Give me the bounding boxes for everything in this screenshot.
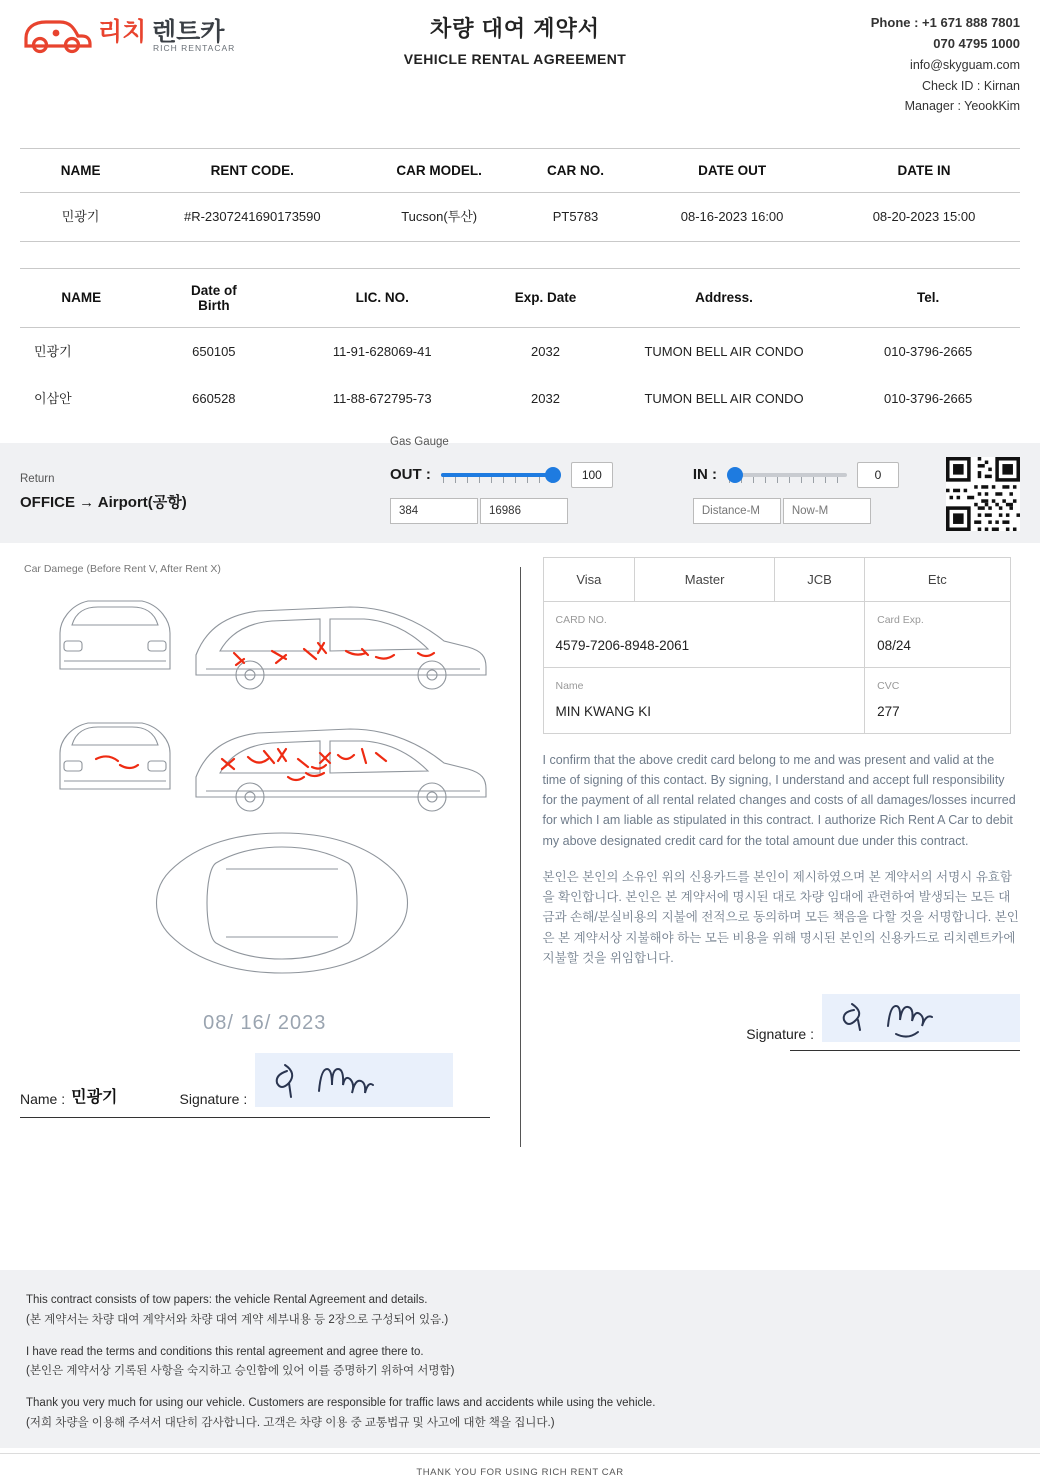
driver-info-table <box>20 268 1020 423</box>
cell-dob: 660528 <box>192 391 236 406</box>
card-exp-cell[interactable] <box>865 601 1010 667</box>
card-exp-label: Card Exp. <box>877 613 924 626</box>
out-value-box[interactable]: 100 <box>571 462 613 488</box>
gas-gauge-label: Gas Gauge <box>390 435 449 448</box>
col-lic-no: LIC. NO. <box>355 290 409 305</box>
col-tel: Tel. <box>917 290 940 305</box>
card-name-cell[interactable] <box>543 667 865 733</box>
page-title-en: VEHICLE RENTAL AGREEMENT <box>403 51 627 67</box>
return-label: Return <box>20 473 55 485</box>
col-dob: Date of Birth <box>190 282 237 313</box>
table-row <box>20 193 1020 242</box>
footer-group-3 <box>26 1395 1014 1433</box>
rental-info-table <box>20 148 1020 242</box>
thank-you-text: THANK YOU FOR USING RICH RENT CAR <box>416 1467 624 1478</box>
card-signature-underline <box>790 1050 1020 1051</box>
col-car-no: CAR NO. <box>547 163 605 178</box>
footer-line-2: (본 계약서는 차량 대여 계약서와 차량 대여 계약 세부내용 등 2장으로 구성되어 있음.) <box>26 1313 449 1326</box>
footer-line-1: This contract consists of tow papers: the vehicle Rental Agreement and details. <box>26 1294 428 1306</box>
in-gauge-slider[interactable] <box>727 466 847 484</box>
card-signature-pad[interactable] <box>822 994 1020 1042</box>
out-gauge-block <box>390 435 613 524</box>
out-gauge-row <box>390 462 613 488</box>
card-number-label: CARD NO. <box>555 613 607 626</box>
card-cvc-value: 277 <box>877 703 900 719</box>
card-signature-label: Signature : <box>746 1026 814 1042</box>
cell-rent-code: #R-2307241690173590 <box>183 209 321 224</box>
card-brand-row <box>543 557 1010 601</box>
cell-car-no: PT5783 <box>552 209 599 224</box>
signature-pad[interactable] <box>255 1053 453 1107</box>
in-label: IN : <box>692 466 717 483</box>
card-cvc-cell[interactable] <box>865 667 1010 733</box>
cell-dob: 650105 <box>192 343 236 359</box>
out-distance-input[interactable]: 384 <box>390 498 478 524</box>
payment-section <box>543 557 1021 1147</box>
handwritten-signature-icon <box>255 1053 453 1107</box>
document-title-block <box>250 8 780 67</box>
out-gauge-slider[interactable] <box>441 466 561 484</box>
footer-group-2 <box>26 1344 1014 1382</box>
footer-line-3: I have read the terms and conditions this rental agreement and agree there to. <box>26 1345 424 1358</box>
col-rent-code: RENT CODE. <box>210 163 294 178</box>
in-inputs-row <box>693 498 899 524</box>
cell-exp-date: 2032 <box>531 343 560 359</box>
col-car-model: CAR MODEL. <box>396 163 482 178</box>
page-title-kr: 차량 대여 계약서 <box>430 16 600 41</box>
col-address: Address. <box>695 290 753 305</box>
gas-gauge-bar <box>0 435 1040 543</box>
damage-date: 08/ 16/ 2023 <box>203 1011 327 1034</box>
card-signature-row <box>543 994 1021 1042</box>
svg-text:렌트카: 렌트카 <box>152 18 225 46</box>
return-value: OFFICE → Airport(공항) <box>20 494 187 511</box>
card-name-value: MIN KWANG KI <box>555 703 652 719</box>
signature-underline <box>20 1117 490 1118</box>
check-id: Check ID : Kirnan <box>922 78 1020 93</box>
customer-signature-row <box>20 1053 510 1107</box>
col-name: NAME <box>60 163 101 178</box>
cell-date-in: 08-20-2023 15:00 <box>872 209 976 224</box>
card-cvc-label: CVC <box>877 679 900 692</box>
body-area <box>0 543 1040 1147</box>
signature-label: Signature : <box>179 1090 248 1107</box>
cell-tel: 010-3796-2665 <box>884 343 973 359</box>
contact-email: info@skyguam.com <box>910 57 1020 72</box>
cell-address: TUMON BELL AIR CONDO <box>644 391 804 406</box>
card-number-row <box>543 601 1010 667</box>
card-brand-master[interactable]: Master <box>635 557 775 601</box>
page-header <box>0 0 1040 120</box>
contact-info <box>780 8 1020 117</box>
rich-rentacar-logo-icon <box>20 12 235 54</box>
cell-exp-date: 2032 <box>531 391 560 406</box>
handwritten-signature-icon <box>822 994 1020 1042</box>
consent-text-kr: 본인은 본인의 소유인 위의 신용카드를 본인이 제시하였으며 본 계약서의 서명시 유효함을 확인합니다. 본인은 본 계약서에 명시된 대로 차량 임대에 관련하여 발생되는 모든 대금과 손해/분실비용의 지불에 전적으로 동의하며 모든 책음을 다할 것을 서명합니다. 본인은 본 계약서상 지불해야 하는 모든 비용을 위해 명시된 본인의 신용카드로 리치렌트카에 지불할 것을 위임합니다. <box>542 869 1019 965</box>
cell-date-out: 08-16-2023 16:00 <box>680 209 784 224</box>
card-number-cell[interactable] <box>543 601 865 667</box>
card-brand-visa[interactable]: Visa <box>543 557 635 601</box>
cell-name: 민광기 <box>34 343 72 359</box>
cell-name: 민광기 <box>61 209 100 224</box>
out-mileage-input[interactable]: 16986 <box>480 498 568 524</box>
in-value-box[interactable]: 0 <box>857 462 899 488</box>
out-inputs-row <box>390 498 613 524</box>
footer-line-5: Thank you very much for using our vehicle. Customers are responsible for traffic laws and accidents while using the vehicle. <box>26 1397 656 1410</box>
svg-text:리치: 리치 <box>98 18 147 46</box>
manager-name: Manager : YeookKim <box>904 99 1020 114</box>
footer-terms <box>0 1270 1040 1448</box>
cell-lic-no: 11-91-628069-41 <box>332 343 432 359</box>
in-distance-input[interactable]: Distance-M <box>693 498 781 524</box>
in-now-input[interactable]: Now-M <box>783 498 871 524</box>
card-exp-value: 08/24 <box>877 637 911 653</box>
cell-name: 이삼안 <box>34 391 72 406</box>
car-damage-diagram[interactable] <box>20 581 490 1001</box>
company-logo <box>20 8 250 54</box>
return-location-block <box>20 473 220 512</box>
col-exp-date: Exp. Date <box>514 290 577 305</box>
contact-phone: Phone : +1 671 888 7801 <box>870 15 1020 30</box>
table-header-row <box>20 268 1020 327</box>
cell-tel: 010-3796-2665 <box>884 391 973 406</box>
table-header-row <box>20 149 1020 193</box>
footer-line-6: (저희 차량을 이용해 주셔서 대단히 감사합니다. 고객은 차량 이용 중 교통법규 및 사고에 대한 책을 집니다.) <box>26 1417 555 1430</box>
card-brand-etc[interactable]: Etc <box>865 557 1010 601</box>
consent-text-en: I confirm that the above credit card belong to me and was present and valid at the time of signing of this contact. By signing, I understand and accept full responsibility for the payment of all rental related changes and costs of all damages/losses incurred for which I am liable as stipulated in this contract. I authorize Rich Rent A Car to debit my above designated credit card for the total amount due under this contract. <box>542 752 1016 848</box>
cell-car-model: Tucson(투산) <box>401 209 478 224</box>
vertical-divider <box>520 567 521 1147</box>
customer-name-value: 민광기 <box>71 1088 118 1106</box>
contact-phone-2: 070 4795 1000 <box>933 36 1020 52</box>
in-gauge-row <box>693 462 899 488</box>
cell-address: TUMON BELL AIR CONDO <box>644 343 804 359</box>
col-date-in: DATE IN <box>897 163 951 178</box>
footer-divider <box>0 1453 1040 1454</box>
credit-card-table <box>543 557 1011 734</box>
card-holder-row <box>543 667 1010 733</box>
slider-knob[interactable] <box>727 467 743 483</box>
footer-group-1 <box>26 1292 1014 1330</box>
col-date-out: DATE OUT <box>698 163 767 178</box>
slider-ticks <box>443 477 559 483</box>
in-gauge-block <box>693 462 899 524</box>
cell-lic-no: 11-88-672795-73 <box>332 391 432 406</box>
svg-text:RICH RENTACAR: RICH RENTACAR <box>153 43 235 53</box>
out-label: OUT : <box>390 466 431 483</box>
col-name: NAME <box>61 290 102 305</box>
damage-note: Car Damege (Before Rent V, After Rent X) <box>24 562 221 575</box>
table-row <box>20 375 1020 423</box>
slider-ticks <box>729 477 845 483</box>
slider-knob[interactable] <box>545 467 561 483</box>
table-row <box>20 327 1020 375</box>
card-brand-jcb[interactable]: JCB <box>774 557 864 601</box>
card-name-label: Name <box>555 679 584 692</box>
footer-line-4: (본인은 계약서상 기록된 사항을 숙지하고 승인함에 있어 이를 증명하기 위하여 서명함) <box>26 1365 455 1378</box>
card-number-value: 4579-7206-8948-2061 <box>555 637 690 653</box>
customer-name-label: Name : <box>20 1090 66 1107</box>
damage-section <box>20 557 510 1147</box>
qr-code-icon <box>946 457 1020 531</box>
